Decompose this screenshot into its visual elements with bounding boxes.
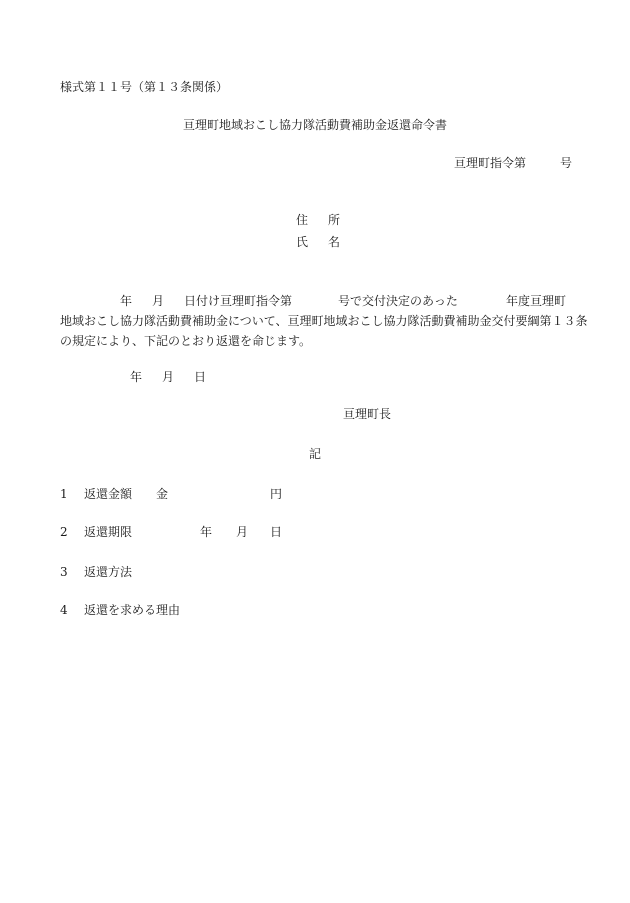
item-amount-suffix: 円 [270,487,283,501]
address-label [296,213,360,227]
item-index: 3 [60,565,68,579]
ki-heading: 記 [309,447,322,461]
document-title: 亘理町地域おこし協力隊活動費補助金返還命令書 [182,118,447,132]
deadline-month: 月 [236,525,249,539]
issue-year: 年 [130,370,143,384]
item-label: 返還金額 [84,487,133,501]
item-return-amount [60,487,282,501]
issuer-name: 亘理町長 [343,407,392,421]
name-label-text: 氏名 [296,235,361,249]
form-number: 様式第１１号（第１３条関係） [60,80,229,94]
body-day-ref: 日付け亘理町指令第 [184,294,293,308]
issue-month: 月 [162,370,175,384]
notice-number-suffix: 号 [560,156,573,170]
item-label: 返還期限 [84,525,133,539]
item-return-reason [60,603,180,617]
notice-number-prefix: 亘理町指令第 [454,156,527,170]
item-index: 1 [60,487,68,501]
item-index: 4 [60,603,68,617]
item-amount-prefix: 金 [156,487,169,501]
deadline-day: 日 [270,525,283,539]
body-line-1 [60,291,576,311]
body-month: 月 [152,294,165,308]
body-year: 年 [120,294,133,308]
item-return-deadline [60,525,282,539]
body-decision: 号で交付決定のあった [338,294,458,308]
name-label [296,235,360,249]
item-index: 2 [60,525,68,539]
notice-number [454,156,572,170]
item-label: 返還を求める理由 [84,603,181,617]
body-line-3: の規定により、下記のとおり返還を命じます。 [60,334,312,348]
item-return-method [60,565,132,579]
body-fiscal: 年度亘理町 [505,294,566,308]
body-line-2: 地域おこし協力隊活動費補助金について、亘理町地域おこし協力隊活動費補助金交付要綱第１３条 [60,314,588,328]
address-label-text: 住所 [296,213,361,227]
deadline-year: 年 [200,525,213,539]
body-paragraph [60,291,588,351]
item-label: 返還方法 [84,565,133,579]
issue-date [130,370,226,384]
issue-day: 日 [194,370,207,384]
